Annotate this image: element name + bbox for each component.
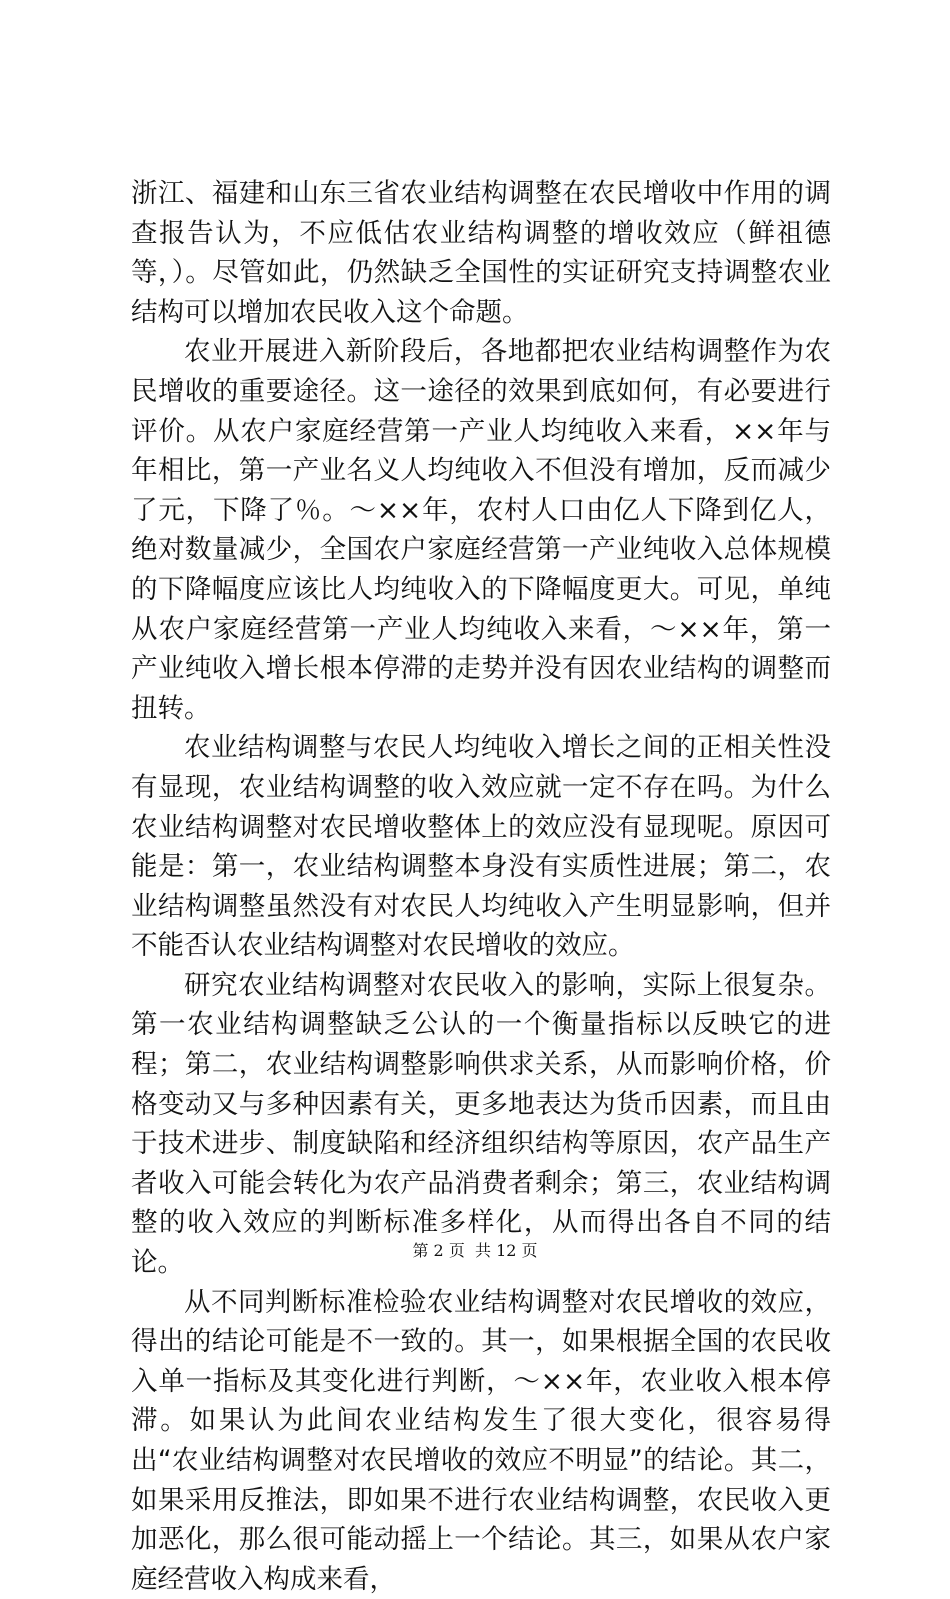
paragraph-2: 农业开展进入新阶段后，各地都把农业结构调整作为农民增收的重要途径。这一途径的效果到底如何，有必要进行评价。从农户家庭经营第一产业人均纯收入来看，××年与年相比，第一产业名义人均纯收入不但没有增加，反而减少了元，下降了％。～××年，农村人口由亿人下降到亿人，绝对数量减少，全国农户家庭经营第一产业纯收入总体规模的下降幅度应该比人均纯收入的下降幅度更大。可见，单纯从农户家庭经营第一产业人均纯收入来看，～××年，第一产业纯收入增长根本停滞的走势并没有因农业结构的调整而扭转。	[131, 336, 831, 724]
page-number-label: 第 2 页 共 12 页	[412, 1241, 538, 1260]
page-footer	[0, 1240, 950, 1262]
paragraph-5: 从不同判断标准检验农业结构调整对农民增收的效应，得出的结论可能是不一致的。其一，如果根据全国的农民收入单一指标及其变化进行判断，～××年，农业收入根本停滞。如果认为此间农业结构发生了很大变化，很容易得出“农业结构调整对农民增收的效应不明显”的结论。其二，如果采用反推法，即如果不进行农业结构调整，农民收入更加恶化，那么很可能动摇上一个结论。其三，如果从农户家庭经营收入构成来看，	[131, 1286, 831, 1595]
paragraph-4: 研究农业结构调整对农民收入的影响，实际上很复杂。第一农业结构调整缺乏公认的一个衡量指标以反映它的进程；第二，农业结构调整影响供求关系，从而影响价格，价格变动又与多种因素有关，更多地表达为货币因素，而且由于技术进步、制度缺陷和经济组织结构等原因，农产品生产者收入可能会转化为农产品消费者剩余；第三，农业结构调整的收入效应的判断标准多样化，从而得出各自不同的结论。	[131, 969, 831, 1279]
document-body	[131, 174, 831, 1599]
paragraph-1: 浙江、福建和山东三省农业结构调整在农民增收中作用的调查报告认为，不应低估农业结构调整的增收效应（鲜祖德等，）。尽管如此，仍然缺乏全国性的实证研究支持调整农业结构可以增加农民收入这个命题。	[131, 178, 831, 328]
paragraph-3: 农业结构调整与农民人均纯收入增长之间的正相关性没有显现，农业结构调整的收入效应就一定不存在吗。为什么农业结构调整对农民增收整体上的效应没有显现呢。原因可能是：第一，农业结构调整本身没有实质性进展；第二，农业结构调整虽然没有对农民人均纯收入产生明显影响，但并不能否认农业结构调整对农民增收的效应。	[131, 732, 831, 962]
